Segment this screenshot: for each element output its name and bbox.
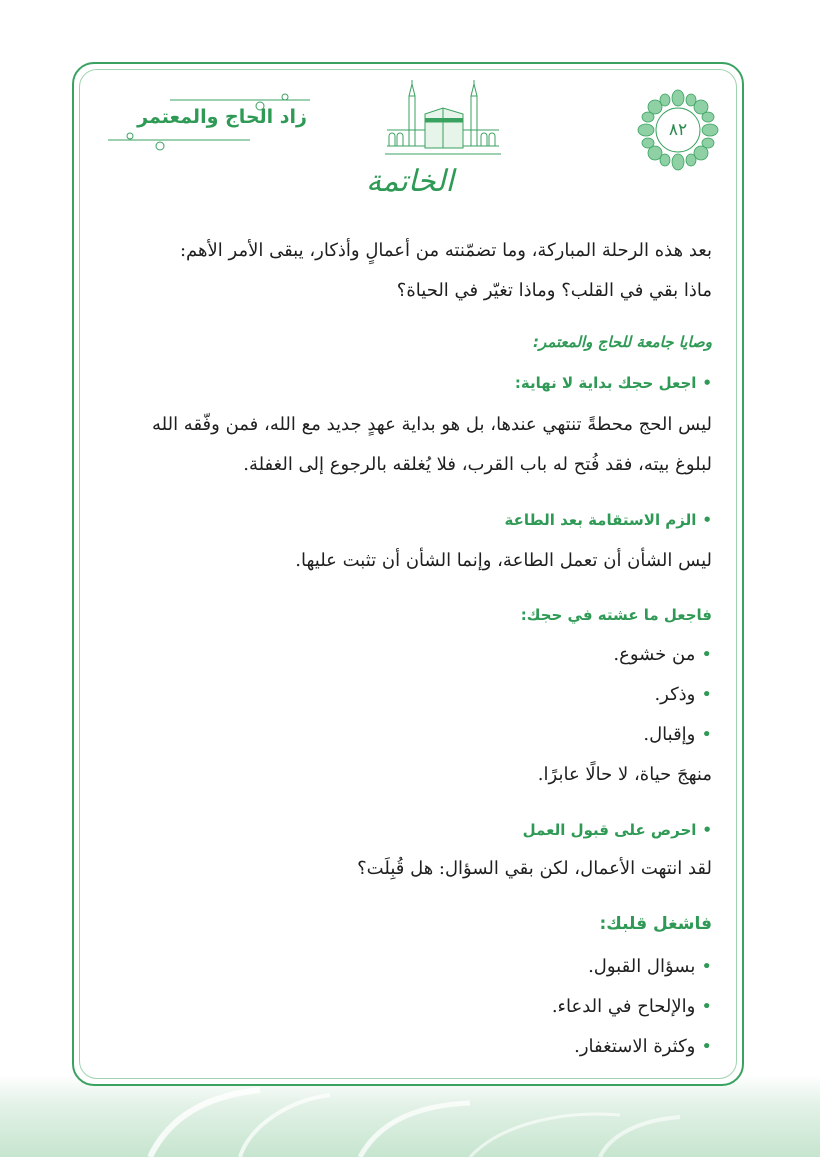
heart-item-3-text: وكثرة الاستغفار. [574,1036,696,1057]
live-item-3 [643,724,712,745]
kaaba-icon [383,78,503,160]
live-item-1-text: من خشوع. [613,644,696,665]
live-item-1 [613,644,712,665]
page-number-badge [636,88,720,172]
advice-3-line-1: لقد انتهت الأعمال، لكن بقي السؤال: هل قُبِلَت؟ [357,858,712,879]
bottom-decoration [0,1075,820,1157]
advice-3-heading [523,821,712,839]
bullet-dot-icon: • [701,956,712,977]
intro-line-1: بعد هذه الرحلة المباركة، وما تضمّنته من أعمالٍ وأذكار، يبقى الأمر الأهم: [179,240,712,261]
heart-item-1 [588,956,712,977]
advice-2-heading-text: الزم الاستقامة بعد الطاعة [504,511,697,529]
chapter-title: الخاتمة [366,164,454,199]
live-item-2-text: وذكر. [654,684,696,705]
bullet-dot-icon: • [702,511,712,529]
bullet-dot-icon: • [701,644,712,665]
advice-2-line-1: ليس الشأن أن تعمل الطاعة، وإنما الشأن أن تثبت عليها. [295,550,712,571]
bullet-dot-icon: • [702,374,712,392]
live-section-heading: فاجعل ما عشته في حجك: [520,606,712,624]
swirl-decoration-icon [0,1075,820,1157]
advice-1-heading-text: اجعل حجك بداية لا نهاية: [514,374,697,392]
kaaba-emblem [383,78,503,160]
live-item-3-text: وإقبال. [643,724,696,745]
page-number: ٨٢ [668,120,688,140]
heart-item-2 [552,996,712,1017]
heart-item-3 [574,1036,712,1057]
heart-section-heading: فاشغل قلبك: [599,914,712,934]
heart-item-2-text: والإلحاح في الدعاء. [551,996,696,1017]
advice-1-heading [515,374,712,392]
intro-line-2: ماذا بقي في القلب؟ وماذا تغيّر في الحياة؟ [396,280,712,301]
advice-1-line-1: ليس الحج محطةً تنتهي عندها، بل هو بداية عهدٍ جديد مع الله، فمن وفّقه الله [151,414,712,435]
heart-item-1-text: بسؤال القبول. [588,956,696,977]
advice-3-heading-text: احرص على قبول العمل [522,821,697,839]
section-heading: وصايا جامعة للحاج والمعتمر: [533,333,712,351]
bullet-dot-icon: • [702,821,712,839]
live-item-2 [654,684,712,705]
bullet-dot-icon: • [701,724,712,745]
book-title: زاد الحاج والمعتمر [137,106,307,128]
book-title-block [100,92,315,152]
bullet-dot-icon: • [701,996,712,1017]
advice-2-heading [505,511,712,529]
advice-1-line-2: لبلوغ بيته، فقد فُتح له باب القرب، فلا يُغلقه بالرجوع إلى الغفلة. [243,454,712,475]
bullet-dot-icon: • [701,1036,712,1057]
live-conclusion: منهجَ حياة، لا حالًا عابرًا. [537,764,712,785]
bullet-dot-icon: • [701,684,712,705]
